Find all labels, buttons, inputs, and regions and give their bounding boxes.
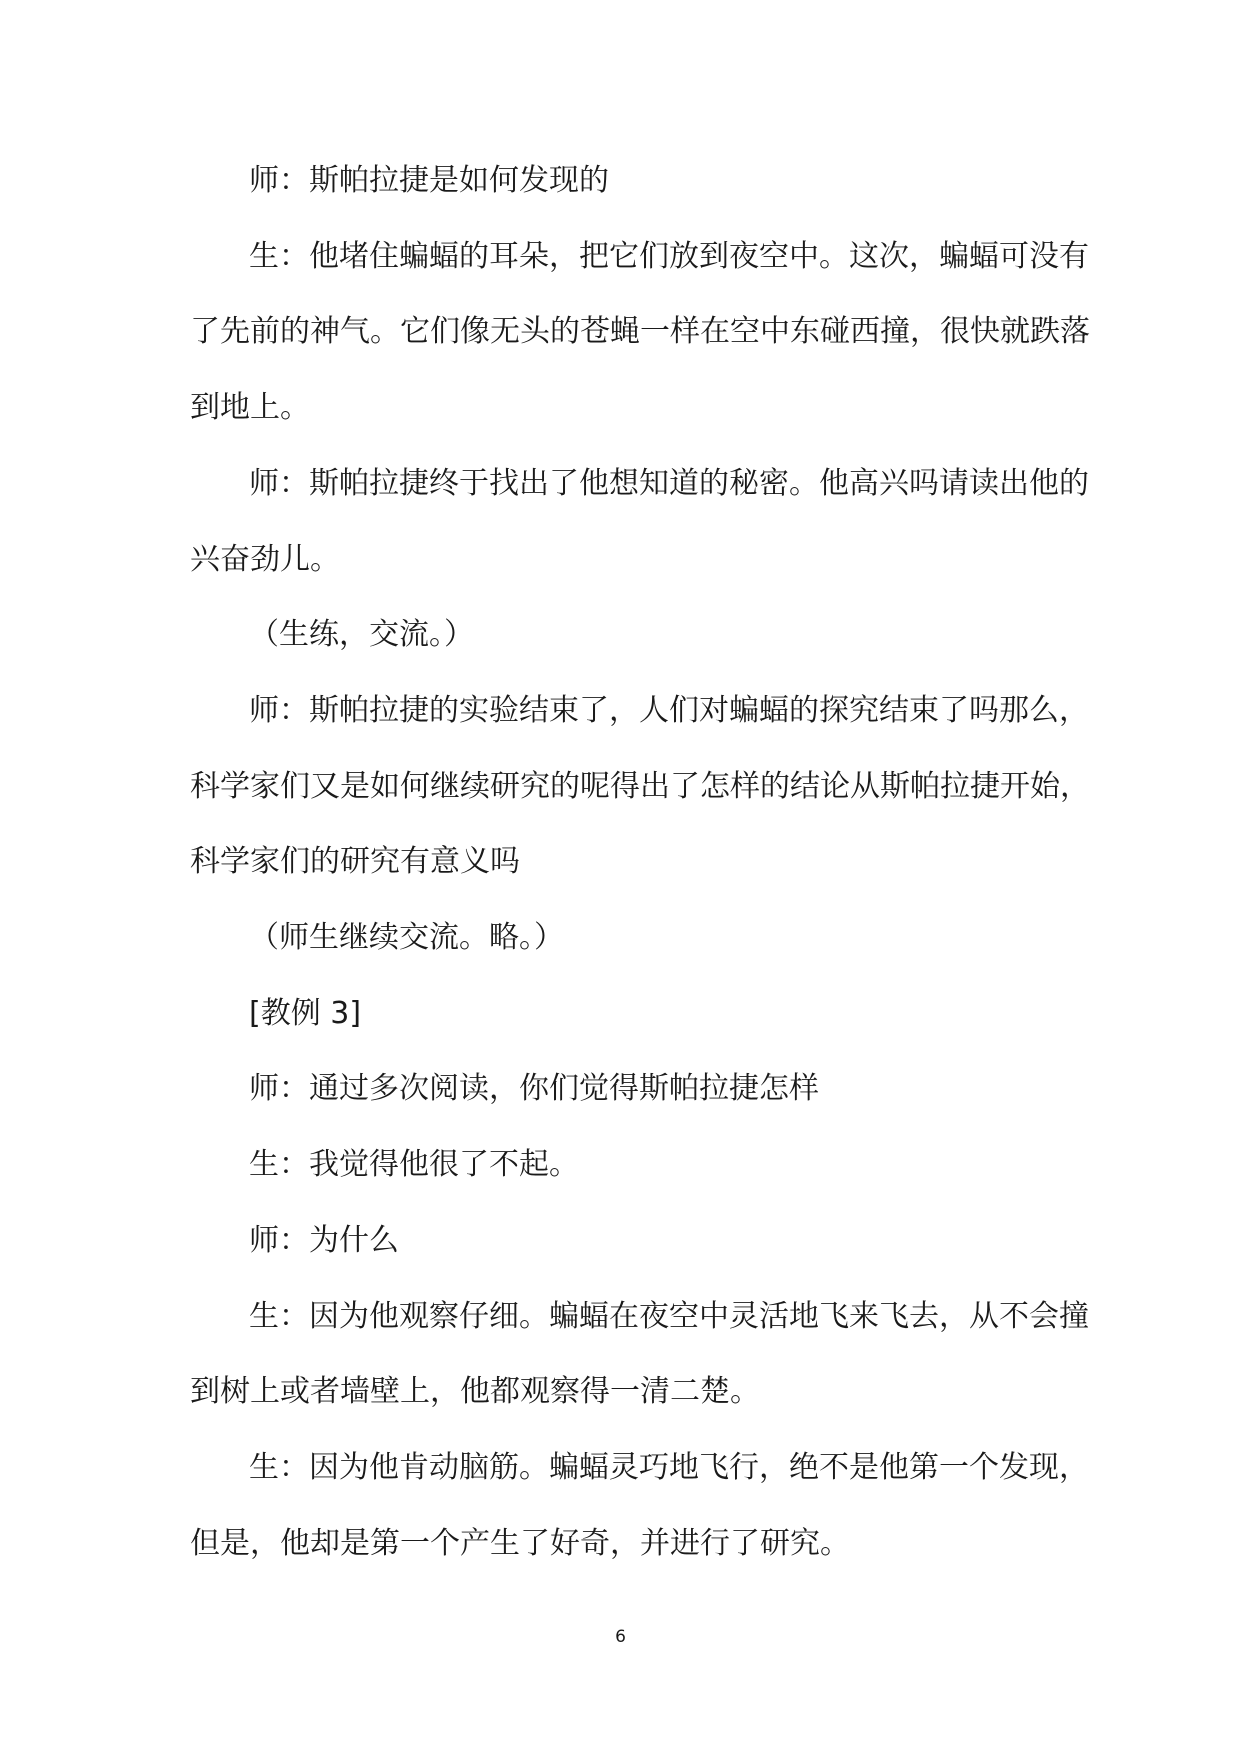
paragraph bbox=[190, 446, 1089, 597]
paragraph bbox=[190, 1279, 1089, 1430]
paragraph bbox=[190, 219, 1090, 446]
text-line: 生：他堵住蝙蝠的耳朵，把它们放到夜空中。这次，蝙蝠可没有 bbox=[249, 238, 1089, 274]
text-line: 师：通过多次阅读，你们觉得斯帕拉捷怎样 bbox=[249, 1071, 819, 1107]
text-line: 生：因为他观察仔细。蝙蝠在夜空中灵活地飞来飞去，从不会撞 bbox=[249, 1298, 1089, 1334]
paragraph bbox=[190, 1127, 1055, 1203]
paragraph bbox=[190, 143, 1055, 219]
text-line: 到地上。 bbox=[190, 390, 310, 426]
section-heading bbox=[190, 976, 1055, 1052]
paragraph bbox=[190, 1430, 1089, 1581]
document-body bbox=[190, 143, 1090, 1581]
paragraph bbox=[190, 1203, 1055, 1279]
text-line: 了先前的神气。它们像无头的苍蝇一样在空中东碰西撞，很快就跌落 bbox=[190, 314, 1090, 350]
text-line: 科学家们的研究有意义吗 bbox=[190, 844, 520, 880]
text-line: 科学家们又是如何继续研究的呢得出了怎样的结论从斯帕拉捷开始， bbox=[190, 768, 1090, 804]
text-line: 生：我觉得他很了不起。 bbox=[249, 1147, 579, 1183]
text-line: 到树上或者墙壁上，他都观察得一清二楚。 bbox=[190, 1374, 760, 1410]
text-line: 兴奋劲儿。 bbox=[190, 541, 340, 577]
page-number: 6 bbox=[615, 1627, 626, 1647]
paragraph bbox=[190, 1051, 1055, 1127]
text-line: 生：因为他肯动脑筋。蝙蝠灵巧地飞行，绝不是他第一个发现， bbox=[249, 1449, 1089, 1485]
text-line: （师生继续交流。略。） bbox=[249, 920, 564, 956]
text-line: 师：为什么 bbox=[249, 1222, 399, 1258]
text-line: 师：斯帕拉捷终于找出了他想知道的秘密。他高兴吗请读出他的 bbox=[249, 465, 1089, 501]
paragraph bbox=[190, 597, 1055, 673]
text-line: [教例 3] bbox=[249, 995, 362, 1031]
text-line: （生练，交流。） bbox=[249, 617, 474, 653]
text-line: 师：斯帕拉捷是如何发现的 bbox=[249, 163, 609, 198]
paragraph bbox=[190, 900, 1055, 976]
text-line: 师：斯帕拉捷的实验结束了，人们对蝙蝠的探究结束了吗那么， bbox=[249, 692, 1089, 728]
paragraph bbox=[190, 673, 1090, 900]
text-line: 但是，他却是第一个产生了好奇，并进行了研究。 bbox=[190, 1525, 850, 1561]
